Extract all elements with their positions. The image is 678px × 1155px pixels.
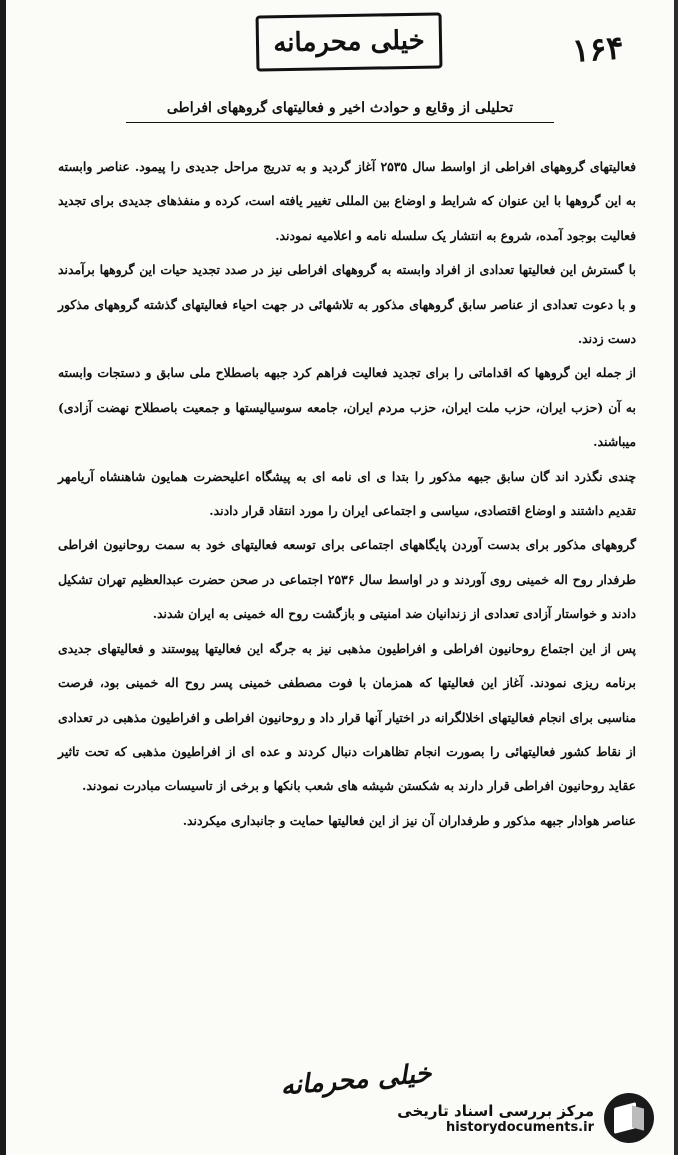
page-number: ۱۶۴ [571, 28, 626, 70]
paragraph-3: از جمله این گروهها که اقداماتی را برای تجدید فعالیت فراهم کرد جبهه باصطلاح ملی سابق و دستجات وابسته به آن (حزب ایران، حزب ملت ایران، حزب مردم ایران، جامعه سوسیالیستها و جمعیت باصطلاح نهضت آزادی) میباشند. [58, 365, 636, 450]
watermark [397, 1093, 654, 1143]
paragraph-6: پس از این اجتماع روحانیون افراطی و افراطیون مذهبی نیز به جرگه این فعالیتها پیوستند و فعالیتهای جدیدی برنامه ریزی نمودند. آغاز این فعالیتها که همزمان با فوت مصطفی خمینی پسر روح اله خمینی بود، فرصت مناسبی برای انجام فعالیتهای اخلالگرانه در اختیار آنها قرار داد و روحانیون افراطی و افراطیون مذهبی در تعدادی از نقاط کشور فعالیتهائی را بصورت انجام تظاهرات دنبال کردند و عده ای از افراطیون مذهبی که تحت تاثیر عقاید روحانیون افراطی قرار دارند به شکستن شیشه های شعب بانکها و برخی از تاسیسات مبادرت نمودند. [58, 640, 636, 794]
paragraph-2: با گسترش این فعالیتها تعدادی از افراد وابسته به گروههای افراطی نیز در صدد تجدید حیات این گروهها برآمدند و با دعوت تعدادی از عناصر سابق گروههای مذکور به تلاشهائی در جهت احیاء فعالیتهای گذشته گروههای مذکور دست زدند. [58, 262, 636, 347]
paragraph-7: عناصر هوادار جبهه مذکور و طرفداران آن نیز از این فعالیتها حمایت و جانبداری میکردند. [182, 812, 636, 828]
watermark-url: historydocuments.ir [445, 1119, 594, 1135]
paragraph-4: چندی نگذرد اند گان سابق جبهه مذکور را بتدا ی ای نامه ای به پیشگاه اعلیحضرت همایون شاهنشاه آریامهر تقدیم داشتند و اوضاع اقتصادی، سیاسی و اجتماعی ایران را مورد انتقاد قرار دادند. [58, 468, 636, 519]
book-logo-icon [604, 1093, 654, 1143]
document-body [58, 150, 636, 838]
watermark-name: مرکز بررسی اسناد تاریخی [397, 1101, 594, 1120]
bottom-classification-stamp: خیلی محرمانه [279, 1058, 433, 1102]
classification-stamp: خیلی محرمانه [256, 12, 443, 71]
document-title: تحلیلی از وقایع و حوادث اخیر و فعالیتهای گروههای افراطی [126, 100, 554, 123]
paragraph-5: گروههای مذکور برای بدست آوردن پایگاههای اجتماعی برای توسعه فعالیتهای خود به سمت روحانیون افراطی طرفدار روح اله خمینی روی آوردند و در اواسط سال ۲۵۳۶ اجتماعی در صحن حضرت عبدالعظیم تهران تشکیل دادند و خواستار آزادی تعدادی از زندانیان ضد امنیتی و بازگشت روح اله خمینی به ایران شدند. [58, 537, 636, 622]
watermark-text [397, 1102, 594, 1135]
paragraph-1: فعالیتهای گروههای افراطی از اواسط سال ۲۵۳۵ آغاز گردید و به تدریج مراحل جدیدی را پیمود. عناصر وابسته به این گروهها با این عنوان که شرایط و اوضاع بین المللی تغییر یافته است، کرده و منفذهای جدیدی برای تجدید فعالیت بوجود آمده، شروع به انتشار یک سلسله نامه و اعلامیه نمودند. [58, 159, 636, 243]
